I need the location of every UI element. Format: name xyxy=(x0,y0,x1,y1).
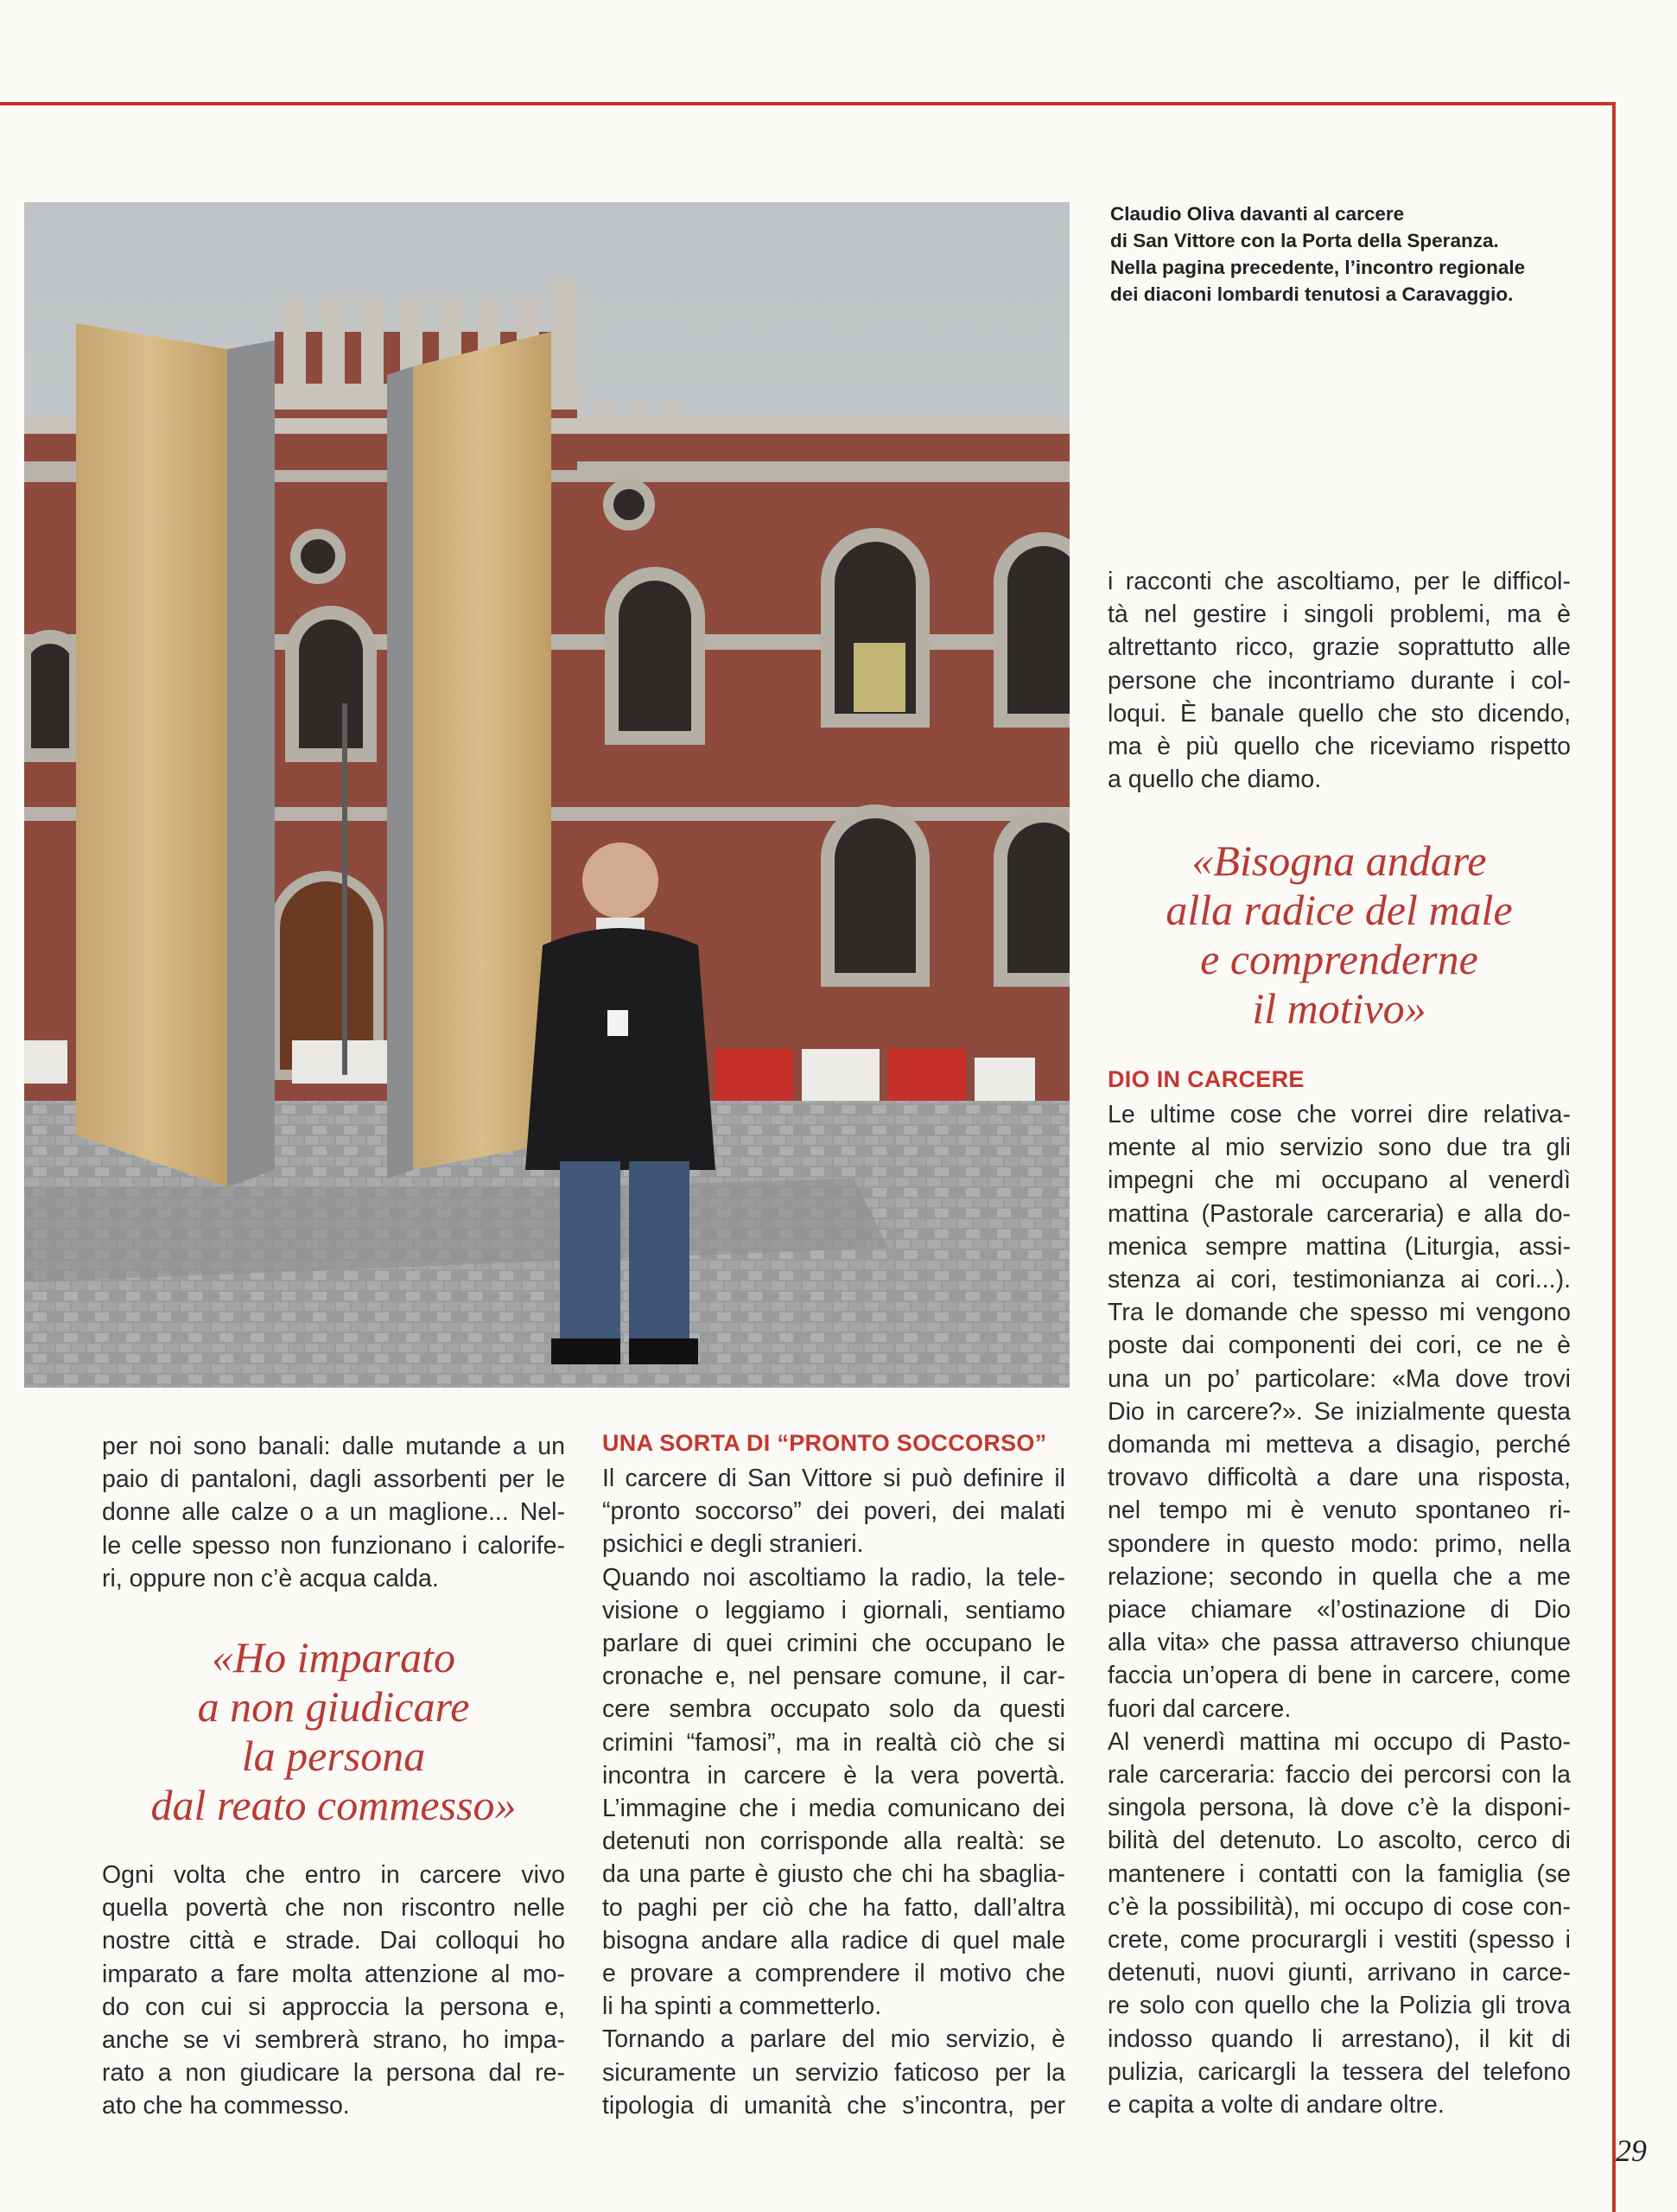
text-line: Tornando a parlare del mio servizio, è xyxy=(602,2025,1065,2054)
right-red-rule xyxy=(1612,102,1616,2212)
middle-column-text xyxy=(602,1462,1065,2122)
pull-quote-line: e comprenderne xyxy=(1200,935,1478,983)
prison-door-illustration xyxy=(24,202,1070,1388)
text-line: parlare di quei crimini che occupano le xyxy=(602,1630,1065,1658)
text-line: visione o leggiamo i giornali, sentiamo xyxy=(602,1596,1065,1624)
pull-quote-line: «Ho imparato xyxy=(212,1633,455,1681)
text-line: imparato a fare molta attenzione al mo- xyxy=(102,1960,565,1988)
text-line: mente al mio servizio sono due tra gli xyxy=(1108,1134,1571,1162)
text-line: ma è più quello che riceviamo rispetto xyxy=(1108,733,1571,761)
pull-quote-line: il motivo» xyxy=(1252,984,1426,1033)
text-line: e capita a volte di andare oltre. xyxy=(1108,2091,1445,2120)
top-red-rule xyxy=(0,102,1616,105)
text-line: detenuti, nuovi giunti, arrivano in carce- xyxy=(1108,1959,1571,1987)
text-line: Ogni volta che entro in carcere vivo xyxy=(102,1861,565,1889)
text-line: relazione; secondo in quella che a me xyxy=(1108,1562,1571,1591)
article-photo xyxy=(24,202,1070,1388)
left-column-top-text xyxy=(102,1430,565,1595)
text-line: sicuramente un servizio faticoso per la xyxy=(602,2058,1065,2087)
door-left-panel xyxy=(76,323,227,1187)
text-line: tipologia di umanità che s’incontra, per xyxy=(602,2091,1065,2120)
text-line: Quando noi ascoltiamo la radio, la tele- xyxy=(602,1563,1065,1592)
caption-line: Claudio Oliva davanti al carcere xyxy=(1110,203,1405,225)
pull-quote-left xyxy=(102,1633,565,1830)
text-line: le celle spesso non funzionano i calorife- xyxy=(102,1531,565,1560)
text-line: Al venerdì mattina mi occupo di Pasto- xyxy=(1108,1727,1571,1756)
text-line: per noi sono banali: dalle mutande a un xyxy=(102,1433,565,1460)
left-column-bottom-text xyxy=(102,1859,565,2123)
text-line: cronache e, nel pensare comune, il car- xyxy=(602,1662,1065,1691)
text-line: Le ultime cose che vorrei dire relativa- xyxy=(1108,1101,1571,1128)
text-line: altrettanto ricco, grazie soprattutto alle xyxy=(1108,633,1571,662)
text-line: nel tempo mi è venuto spontaneo ri- xyxy=(1108,1497,1571,1525)
text-line: singola persona, là dove c’è la disponi- xyxy=(1108,1794,1571,1822)
section-heading-pronto-soccorso: UNA SORTA DI “PRONTO SOCCORSO” xyxy=(602,1430,1047,1456)
page-number: 29 xyxy=(1616,2133,1647,2168)
pull-quote-line: «Bisogna andare xyxy=(1191,836,1487,885)
text-line: detenuti non corrisponde alla realtà: se xyxy=(602,1827,1065,1856)
text-line: li ha spinti a commetterlo. xyxy=(602,1993,882,2021)
text-line: L’immagine che i media comunicano dei xyxy=(602,1795,1065,1823)
text-line: incontra in carcere è la vera povertà. xyxy=(602,1761,1065,1789)
text-line: ri, oppure non c’è acqua calda. xyxy=(102,1564,439,1592)
text-line: to paghi per ciò che ha fatto, dall’altra xyxy=(602,1893,1065,1922)
text-line: spondere in questo modo: primo, nella xyxy=(1108,1529,1571,1558)
text-line: crete, come procurargli i vestiti (spesso i xyxy=(1108,1926,1571,1955)
text-line: do con cui si approccia la persona e, xyxy=(102,1993,565,2021)
text-line: quella povertà che non riscontro nelle xyxy=(102,1894,565,1923)
text-line: fuori dal carcere. xyxy=(1108,1694,1292,1723)
text-line: i racconti che ascoltiamo, per le difficol- xyxy=(1108,568,1571,595)
text-line: paio di pantaloni, dagli assorbenti per le xyxy=(102,1465,565,1494)
door-right-panel xyxy=(413,332,551,1170)
text-line: pulizia, caricargli la tessera del telefono xyxy=(1108,2057,1571,2086)
text-line: nostre città e strade. Dai colloqui ho xyxy=(102,1927,565,1955)
right-column-main-text xyxy=(1108,1098,1571,2121)
text-line: a quello che diamo. xyxy=(1108,766,1322,794)
text-line: Il carcere di San Vittore si può definire il xyxy=(602,1465,1065,1492)
right-column-top-text xyxy=(1108,565,1571,796)
text-line: c’è la possibilità), mi occupo di cose con- xyxy=(1108,1892,1571,1921)
text-line: trovavo difficoltà a dare una risposta, xyxy=(1108,1464,1571,1492)
pull-quote-line: la persona xyxy=(241,1732,426,1780)
text-line: loqui. È banale quello che sto dicendo, xyxy=(1108,699,1571,728)
pull-quote-line: dal reato commesso» xyxy=(150,1781,517,1829)
text-line: cere sembra occupato solo da questi xyxy=(602,1695,1065,1724)
pull-quote-line: a non giudicare xyxy=(197,1682,470,1731)
text-line: menica sempre mattina (Liturgia, assi- xyxy=(1108,1232,1571,1261)
text-line: Tra le domande che spesso mi vengono xyxy=(1108,1299,1571,1327)
text-line: rale carceraria: faccio dei percorsi con la xyxy=(1108,1761,1571,1789)
text-line: tà nel gestire i singoli problemi, ma è xyxy=(1108,601,1571,629)
text-line: donne alle calze o a un maglione... Nel- xyxy=(102,1498,565,1527)
photo-caption xyxy=(1110,200,1577,308)
text-line: Dio in carcere?». Se inizialmente questa xyxy=(1108,1397,1571,1426)
text-line: piace chiamare «l’ostinazione di Dio xyxy=(1108,1596,1571,1624)
text-line: domanda mi metteva a disagio, perché xyxy=(1108,1431,1571,1459)
text-line: da una parte è giusto che chi ha sbaglia- xyxy=(602,1860,1065,1889)
pull-quote-right xyxy=(1108,836,1571,1033)
text-line: rato a non giudicare la persona dal re- xyxy=(102,2059,565,2088)
text-line: anche se vi sembrerà strano, ho impa- xyxy=(102,2026,565,2055)
text-line: ato che ha commesso. xyxy=(102,2092,350,2120)
text-line: crimini “famosi”, ma in realtà ciò che si xyxy=(602,1728,1065,1757)
caption-line: di San Vittore con la Porta della Speranza. xyxy=(1110,230,1499,251)
text-line: mattina (Pastorale carceraria) e alla do- xyxy=(1108,1199,1571,1228)
caption-line: dei diaconi lombardi tenutosi a Caravaggio. xyxy=(1110,283,1514,305)
text-line: psichici e degli stranieri. xyxy=(602,1530,864,1559)
text-line: “pronto soccorso” dei poveri, dei malati xyxy=(602,1497,1065,1526)
caption-line: Nella pagina precedente, l’incontro regionale xyxy=(1110,257,1526,278)
text-line: mantenere i contatti con la famiglia (se xyxy=(1108,1859,1571,1888)
text-line: bisogna andare alla radice di quel male xyxy=(602,1926,1065,1955)
text-line: stenza ai cori, testimonianza ai cori...). xyxy=(1108,1266,1571,1294)
text-line: e provare a comprendere il motivo che xyxy=(602,1960,1065,1988)
text-line: re solo con quello che la Polizia gli trova xyxy=(1108,1992,1571,2020)
text-line: alla vita» che passa attraverso chiunque xyxy=(1108,1629,1571,1657)
text-line: impegni che mi occupano al venerdì xyxy=(1108,1166,1571,1195)
text-line: indosso quando li arrestano), il kit di xyxy=(1108,2024,1571,2053)
text-line: bilità del detenuto. Lo ascolto, cerco di xyxy=(1108,1827,1571,1855)
pull-quote-line: alla radice del male xyxy=(1166,886,1513,934)
text-line: una un po’ particolare: «Ma dove trovi xyxy=(1108,1364,1571,1393)
text-line: poste dai componenti dei cori, ce ne è xyxy=(1108,1332,1571,1360)
text-line: persone che incontriamo durante i col- xyxy=(1108,666,1571,695)
section-heading-dio-in-carcere: DIO IN CARCERE xyxy=(1108,1066,1305,1092)
text-line: faccia un’opera di bene in carcere, come xyxy=(1108,1662,1571,1690)
